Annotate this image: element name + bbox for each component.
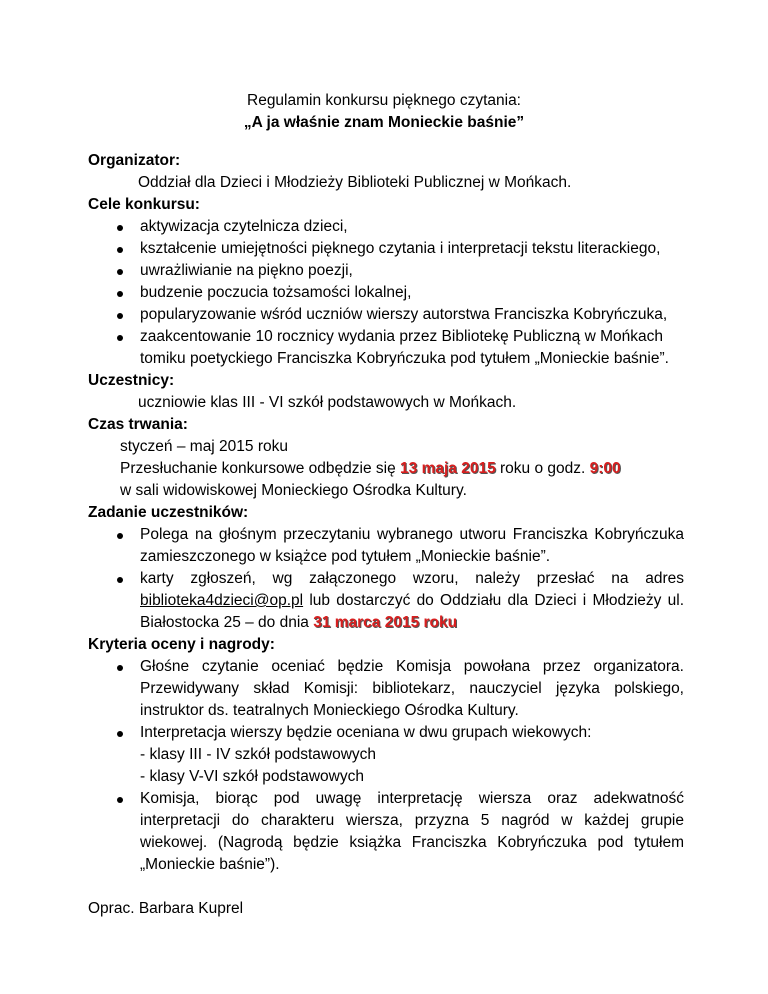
- task-heading: Zadanie uczestników:: [88, 504, 249, 521]
- age-group: - klasy III - IV szkół podstawowych: [140, 746, 377, 763]
- goals-heading: Cele konkursu:: [88, 196, 200, 213]
- task-item: Polega na głośnym przeczytaniu wybranego utworu Franciszka Kobryńczuka zamieszczonego w książce pod tytułem „Monieckie baśnie”.: [88, 524, 684, 568]
- deadline-date: 31 marca 2015 roku: [313, 614, 458, 631]
- title-line: Regulamin konkursu pięknego czytania:: [247, 92, 521, 109]
- hearing-info: [88, 458, 684, 480]
- age-group: - klasy V-VI szkół podstawowych: [140, 768, 364, 785]
- goal-item: aktywizacja czytelnicza dzieci,: [88, 216, 684, 238]
- task-item: [88, 568, 684, 634]
- organizer-heading: Organizator:: [88, 152, 181, 169]
- criteria-item: Komisja, biorąc pod uwagę interpretację wiersza oraz adekwatność interpretacji do charakteru wiersza, przyzna 5 nagród w każdej grupie wiekowej. (Nagrodą będzie książka Franciszka Kobryńczuka pod tytułem „Monieckie baśnie”).: [88, 788, 684, 876]
- author-note: Oprac. Barbara Kuprel: [88, 900, 244, 917]
- hearing-time: 9:00: [589, 460, 621, 477]
- goal-item: zaakcentowanie 10 rocznicy wydania przez Bibliotekę Publiczną w Mońkach tomiku poetyckiego Franciszka Kobryńczuka pod tytułem „Monieckie baśnie”.: [88, 326, 684, 370]
- criteria-heading: Kryteria oceny i nagrody:: [88, 636, 275, 653]
- criteria-item: [88, 722, 684, 788]
- criteria-item: Głośne czytanie oceniać będzie Komisja powołana przez organizatora. Przewidywany skład Komisji: bibliotekarz, nauczyciel języka polskiego, instruktor ds. teatralnych Monieckiego Ośrodka Kultury.: [88, 656, 684, 722]
- duration-heading: Czas trwania:: [88, 416, 188, 433]
- document-title: [0, 90, 768, 134]
- goal-item: popularyzowanie wśród uczniów wierszy autorstwa Franciszka Kobryńczuka,: [88, 304, 684, 326]
- hearing-text: Przesłuchanie konkursowe odbędzie się: [120, 460, 401, 477]
- goal-item: uwrażliwianie na piękno poezji,: [88, 260, 684, 282]
- duration-period: styczeń – maj 2015 roku: [120, 438, 289, 455]
- goals-list: [88, 216, 684, 370]
- participants-heading: Uczestnicy:: [88, 372, 175, 389]
- document-body: [88, 150, 684, 920]
- criteria-list: [88, 656, 684, 876]
- criteria-text: Interpretacja wierszy będzie oceniana w dwu grupach wiekowych:: [140, 724, 592, 741]
- goal-item: budzenie poczucia tożsamości lokalnej,: [88, 282, 684, 304]
- participants-text: uczniowie klas III - VI szkół podstawowych w Mońkach.: [138, 394, 517, 411]
- hearing-venue: w sali widowiskowej Monieckiego Ośrodka Kultury.: [120, 482, 467, 499]
- task-text-mid: lub dostarczyć do Oddziału dla Dzieci i Młodzieży ul. Białostocka 25 – do dnia: [140, 592, 684, 631]
- email-link[interactable]: biblioteka4dzieci@op.pl: [140, 592, 304, 609]
- task-text: karty zgłoszeń, wg załączonego wzoru, należy przesłać na adres: [140, 570, 684, 587]
- hearing-text-mid: roku o godz.: [495, 460, 590, 477]
- organizer-text: Oddział dla Dzieci i Młodzieży Biblioteki Publicznej w Mońkach.: [138, 174, 572, 191]
- goal-item: kształcenie umiejętności pięknego czytania i interpretacji tekstu literackiego,: [88, 238, 684, 260]
- contest-name: „A ja właśnie znam Monieckie baśnie”: [243, 114, 525, 131]
- hearing-date: 13 maja 2015: [400, 460, 496, 477]
- task-list: [88, 524, 684, 634]
